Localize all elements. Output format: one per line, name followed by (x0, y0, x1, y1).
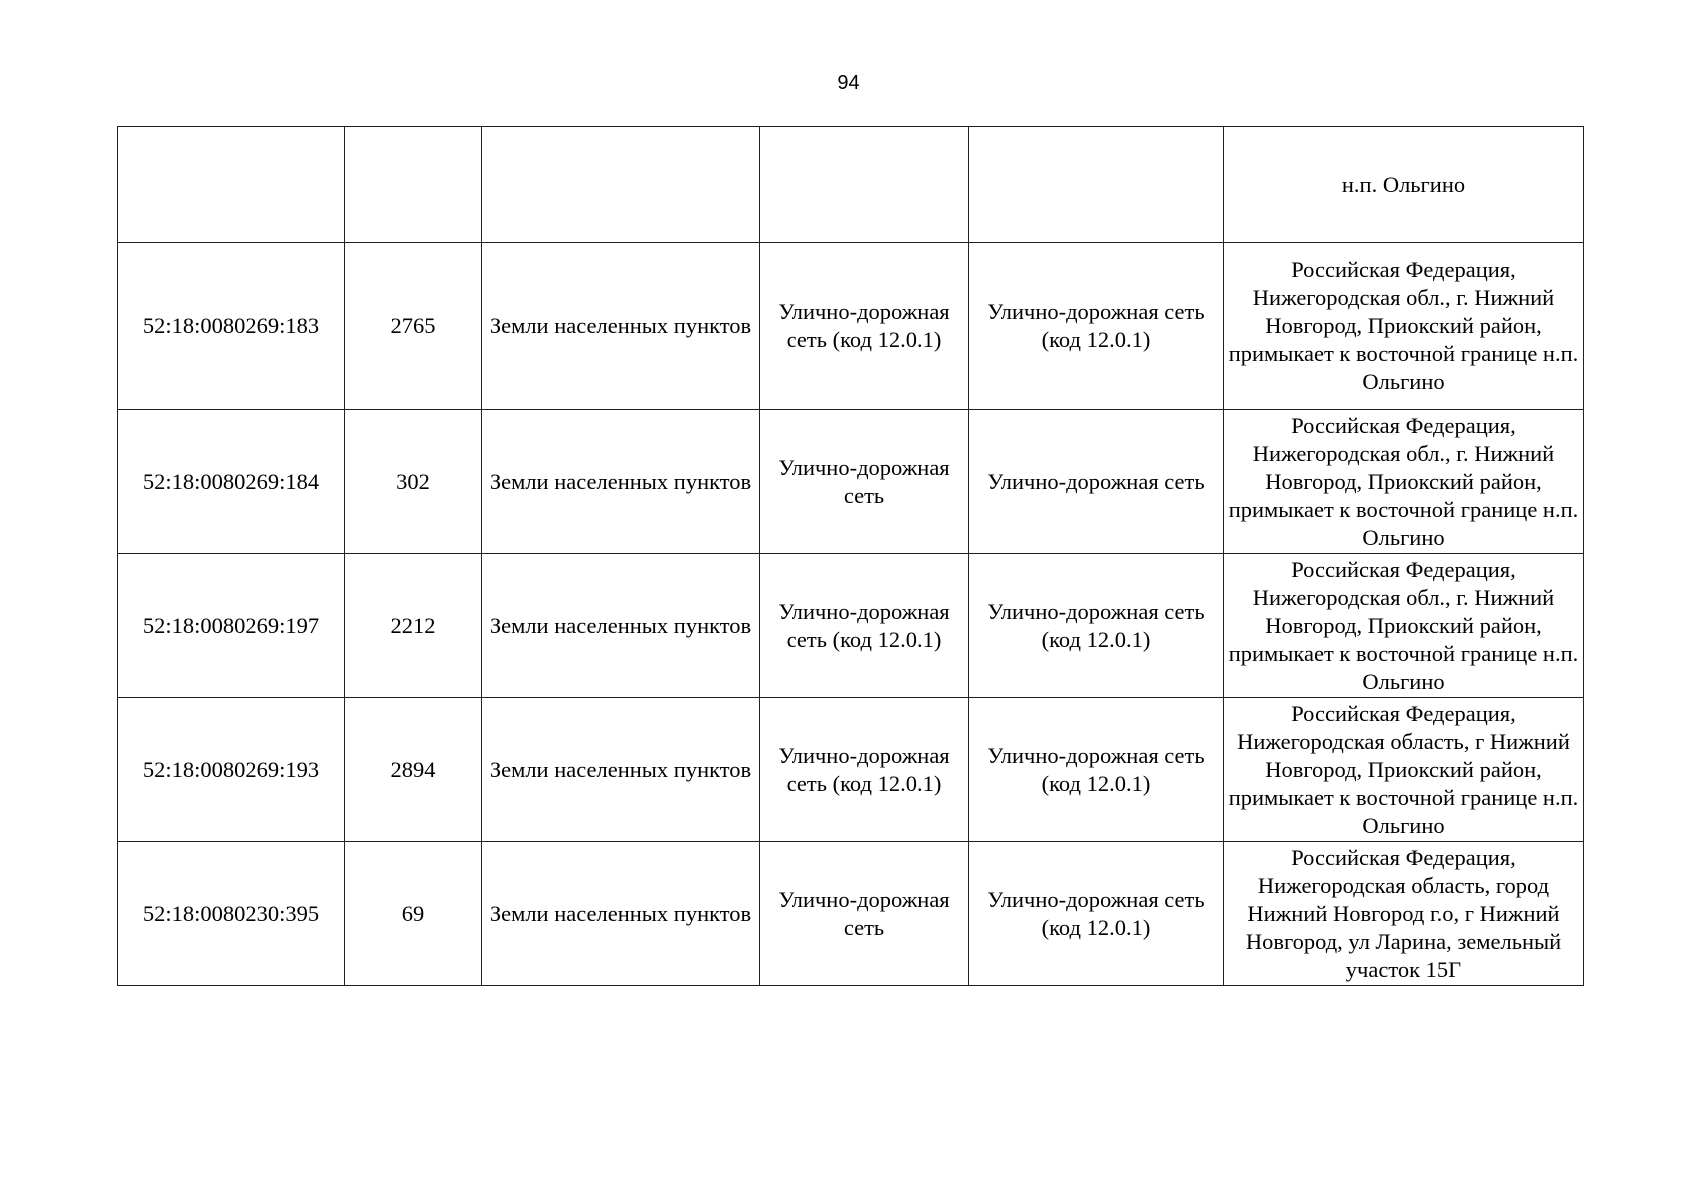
actual-use-cell: Улично-дорожная сеть (969, 410, 1224, 554)
page-number: 94 (837, 72, 860, 94)
address-cell: Российская Федерация, Нижегородская область, город Нижний Новгород г.о, г Нижний Новгород, ул Ларина, земельный участок 15Г (1224, 842, 1584, 986)
land-category-cell: Земли населенных пунктов (482, 554, 760, 698)
area-cell: 302 (345, 410, 482, 554)
address-cell: Российская Федерация, Нижегородская обл., г. Нижний Новгород, Приокский район, примыкает к восточной границе н.п. Ольгино (1224, 554, 1584, 698)
actual-use-cell: Улично-дорожная сеть (код 12.0.1) (969, 698, 1224, 842)
address-cell: Российская Федерация, Нижегородская обл., г. Нижний Новгород, Приокский район, примыкает к восточной границе н.п. Ольгино (1224, 410, 1584, 554)
land-category-cell: Земли населенных пунктов (482, 842, 760, 986)
land-category-cell (482, 127, 760, 243)
table-row (118, 410, 1584, 554)
actual-use-cell (969, 127, 1224, 243)
area-cell: 2894 (345, 698, 482, 842)
permitted-use-cell: Улично-дорожная сеть (760, 410, 969, 554)
permitted-use-cell: Улично-дорожная сеть (код 12.0.1) (760, 554, 969, 698)
address-cell: н.п. Ольгино (1224, 127, 1584, 243)
actual-use-cell: Улично-дорожная сеть (код 12.0.1) (969, 842, 1224, 986)
actual-use-cell: Улично-дорожная сеть (код 12.0.1) (969, 554, 1224, 698)
table-row (118, 127, 1584, 243)
cadastral-number-cell: 52:18:0080269:193 (118, 698, 345, 842)
address-cell: Российская Федерация, Нижегородская обл., г. Нижний Новгород, Приокский район, примыкает к восточной границе н.п. Ольгино (1224, 243, 1584, 410)
permitted-use-cell: Улично-дорожная сеть (760, 842, 969, 986)
cadastral-number-cell: 52:18:0080269:184 (118, 410, 345, 554)
area-cell: 69 (345, 842, 482, 986)
permitted-use-cell (760, 127, 969, 243)
cadastral-number-cell (118, 127, 345, 243)
permitted-use-cell: Улично-дорожная сеть (код 12.0.1) (760, 698, 969, 842)
cadastral-number-cell: 52:18:0080230:395 (118, 842, 345, 986)
actual-use-cell: Улично-дорожная сеть (код 12.0.1) (969, 243, 1224, 410)
cadastral-number-cell: 52:18:0080269:197 (118, 554, 345, 698)
area-cell: 2765 (345, 243, 482, 410)
permitted-use-cell: Улично-дорожная сеть (код 12.0.1) (760, 243, 969, 410)
land-category-cell: Земли населенных пунктов (482, 698, 760, 842)
table-row (118, 243, 1584, 410)
table-row (118, 698, 1584, 842)
cadastral-number-cell: 52:18:0080269:183 (118, 243, 345, 410)
land-category-cell: Земли населенных пунктов (482, 410, 760, 554)
table-row (118, 842, 1584, 986)
land-plots-table (117, 126, 1584, 986)
address-cell: Российская Федерация, Нижегородская область, г Нижний Новгород, Приокский район, примыкает к восточной границе н.п. Ольгино (1224, 698, 1584, 842)
area-cell: 2212 (345, 554, 482, 698)
land-category-cell: Земли населенных пунктов (482, 243, 760, 410)
area-cell (345, 127, 482, 243)
table-row (118, 554, 1584, 698)
